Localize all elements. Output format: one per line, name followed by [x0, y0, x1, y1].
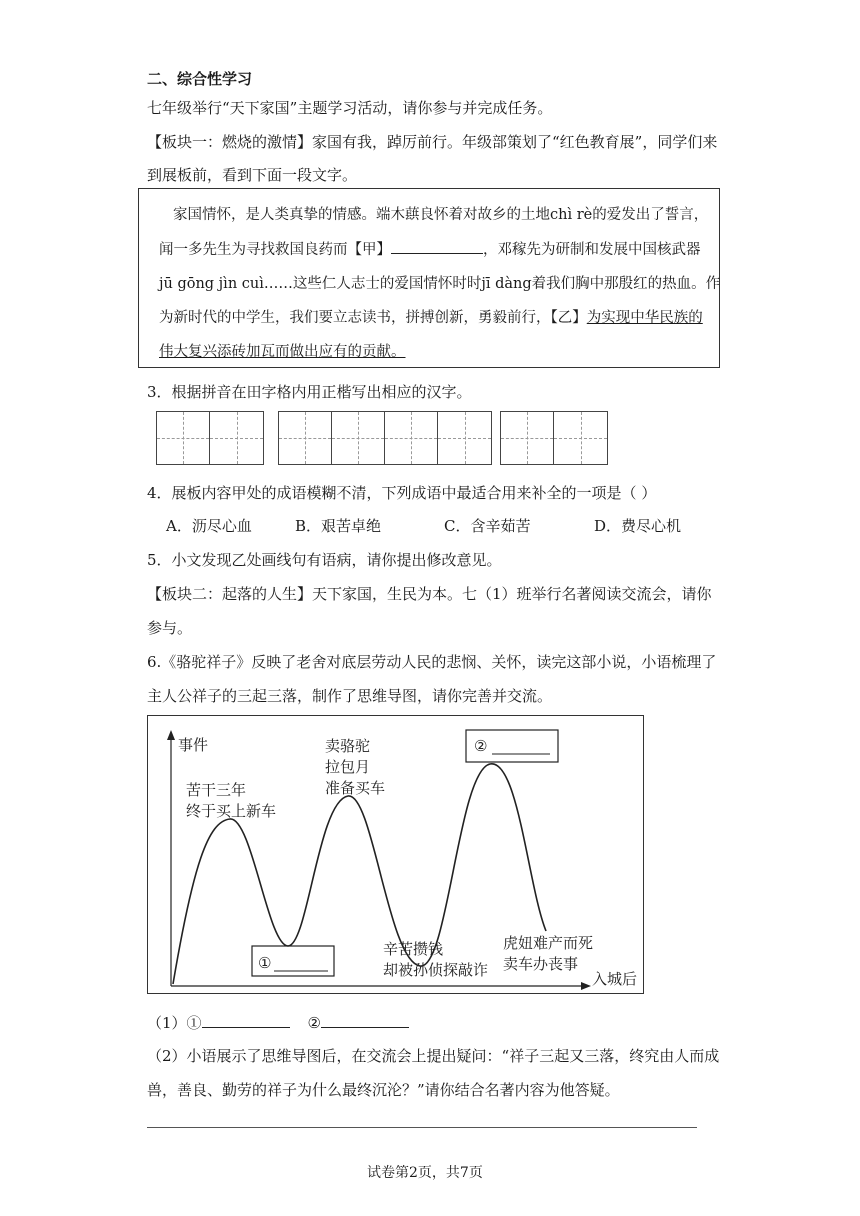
tianzige-cell[interactable] — [501, 412, 554, 464]
tianzige-group-3[interactable] — [500, 411, 608, 465]
passage-line-4a: 为新时代的中学生，我们要立志读书，拼搏创新，勇毅前行，【乙】 — [159, 310, 587, 326]
trough2-label-1: 辛苦攒钱 — [383, 940, 444, 958]
q4-option-b[interactable]: B．艰苦卓绝 — [295, 517, 382, 535]
trough2-label-2: 却被孙侦探敲诈 — [383, 961, 489, 979]
peak3-box-label: ② — [474, 737, 488, 755]
sub1-label: （1）① — [147, 1014, 202, 1032]
question-4: 4．展板内容甲处的成语模糊不清，下列成语中最适合用来补全的一项是（ ） — [147, 484, 657, 502]
x-axis-label: 入城后 — [592, 970, 638, 988]
tianzige-cell[interactable] — [332, 412, 385, 464]
end-label-2: 卖车办丧事 — [503, 955, 579, 973]
passage-line-2 — [159, 238, 701, 259]
answer-line[interactable] — [147, 1127, 697, 1128]
jia-blank — [391, 239, 483, 254]
block1-line2: 到展板前，看到下面一段文字。 — [147, 166, 358, 184]
subquestion-2-line2: 兽，善良、勤劳的祥子为什么最终沉沦？”请你结合名著内容为他答疑。 — [147, 1081, 620, 1099]
tianzige-cell[interactable] — [554, 412, 607, 464]
x-axis-arrow — [581, 982, 591, 990]
q4-option-d[interactable]: D．费尽心机 — [594, 517, 682, 535]
section-title: 二、综合性学习 — [147, 70, 253, 88]
tianzige-cell[interactable] — [438, 412, 491, 464]
passage-line-2a: 闻一多先生为寻找救国良药而【甲】 — [159, 242, 391, 258]
q4-option-a[interactable]: A．沥尽心血 — [166, 517, 252, 535]
subquestion-1 — [147, 1012, 409, 1033]
trough1-box-label: ① — [258, 954, 272, 972]
passage-line-2b: ，邓稼先为研制和发展中国核武器 — [483, 242, 701, 258]
tianzige-cell[interactable] — [385, 412, 438, 464]
peak2-label-3: 准备买车 — [325, 779, 386, 797]
question-3: 3．根据拼音在田字格内用正楷写出相应的汉字。 — [147, 383, 472, 401]
y-axis-label: 事件 — [178, 736, 209, 754]
tianzige-group-1[interactable] — [156, 411, 264, 465]
block2-line2: 参与。 — [147, 619, 193, 637]
q4-option-c[interactable]: C．含辛茹苦 — [444, 517, 531, 535]
passage-box — [138, 188, 720, 368]
block1-line1: 【板块一：燃烧的激情】家国有我，踔厉前行。年级部策划了“红色教育展”，同学们来 — [147, 133, 718, 151]
mind-map-chart — [147, 715, 644, 994]
answer-blank-2[interactable] — [321, 1013, 409, 1028]
peak2-label-2: 拉包月 — [325, 758, 371, 776]
subquestion-2-line1: （2）小语展示了思维导图后，在交流会上提出疑问：“祥子三起又三落，终究由人而成 — [147, 1047, 720, 1065]
block2-line1: 【板块二：起落的人生】天下家国，生民为本。七（1）班举行名著阅读交流会，请你 — [147, 585, 712, 603]
peak1-label-1: 苦干三年 — [186, 781, 247, 799]
tianzige-cell[interactable] — [279, 412, 332, 464]
intro-text: 七年级举行“天下家国”主题学习活动，请你参与并完成任务。 — [147, 99, 553, 117]
y-axis-arrow — [167, 730, 175, 740]
peak1-label-2: 终于买上新车 — [186, 802, 277, 820]
yi-underlined-text: 为实现中华民族的 — [586, 310, 703, 326]
end-label-1: 虎妞难产而死 — [503, 934, 594, 952]
passage-line-5: 伟大复兴添砖加瓦而做出应有的贡献。 — [159, 344, 406, 360]
tianzige-cell[interactable] — [157, 412, 210, 464]
answer-blank-1[interactable] — [202, 1013, 290, 1028]
tianzige-cell[interactable] — [210, 412, 263, 464]
passage-line-3: jū gōng jìn cuì……这些仁人志士的爱国情怀时时jī dàng着我们胸中那殷红的热血。作 — [159, 276, 721, 292]
question-5: 5．小文发现乙处画线句有语病，请你提出修改意见。 — [147, 551, 502, 569]
peak2-label-1: 卖骆驼 — [325, 737, 371, 755]
question-6-line2: 主人公祥子的三起三落，制作了思维导图，请你完善并交流。 — [147, 687, 553, 705]
tianzige-group-2[interactable] — [278, 411, 492, 465]
sub1-label2: ② — [307, 1014, 321, 1032]
passage-line-1: 家国情怀，是人类真挚的情感。端木蕻良怀着对故乡的土地chì rè的爱发出了誓言， — [173, 207, 709, 223]
chart-svg — [148, 716, 642, 992]
passage-line-4 — [159, 306, 703, 327]
question-6-line1: 6.《骆驼祥子》反映了老舍对底层劳动人民的悲悯、关怀，读完这部小说，小语梳理了 — [147, 653, 717, 671]
page-footer: 试卷第2页，共7页 — [367, 1165, 483, 1181]
